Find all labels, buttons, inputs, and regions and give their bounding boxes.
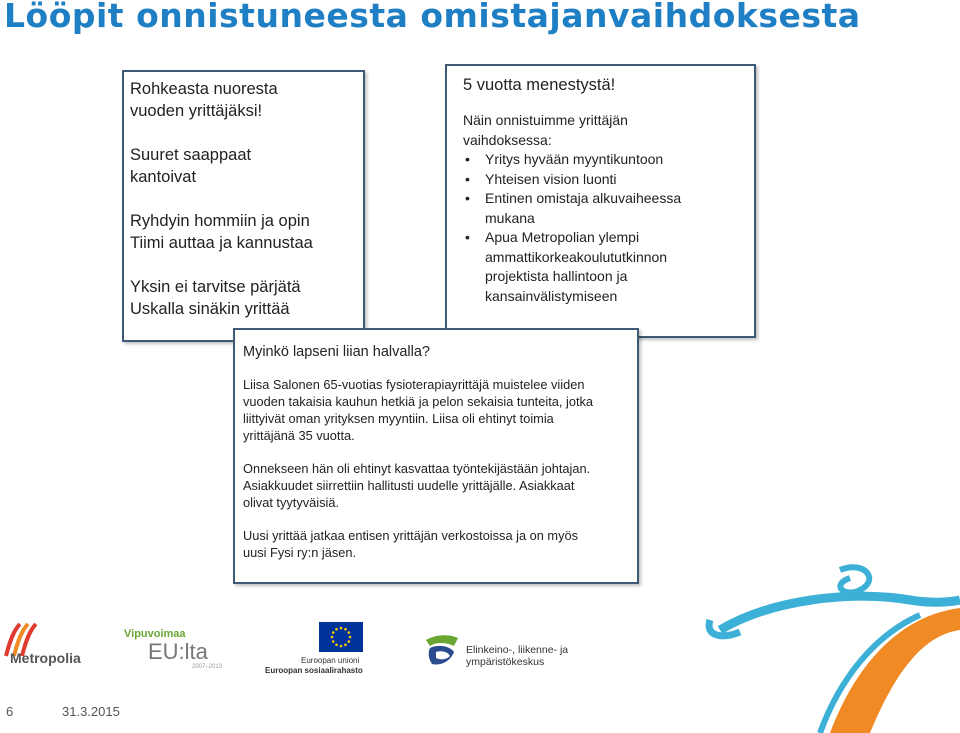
ely-line2: ympäristökeskus	[466, 656, 545, 668]
eu-star-icon	[335, 628, 338, 631]
eu-star-icon	[347, 631, 350, 634]
eu-line2: Euroopan sosiaalirahasto	[265, 666, 363, 675]
eu-star-icon	[344, 643, 347, 646]
bottom-paragraph	[243, 527, 629, 561]
eu-logo	[265, 622, 365, 678]
eu-star-icon	[332, 640, 335, 643]
bullet-line: • Yritys hyvään myyntikuntoon	[485, 151, 664, 167]
vipuvoimaa-logo	[124, 628, 224, 674]
box-young-entrepreneur	[122, 70, 365, 342]
eu-star-icon	[344, 628, 347, 631]
left-paragraph	[130, 144, 357, 188]
bottom-paragraph-line: Asiakkuudet siirrettiin hallitusti uudelle yrittäjälle. Asiakkaat	[243, 478, 575, 493]
bottom-heading: Myinkö lapseni liian halvalla?	[243, 344, 430, 360]
list-item	[463, 228, 738, 306]
right-intro-line: vaihdoksessa:	[463, 131, 552, 148]
left-paragraph-line: vuoden yrittäjäksi!	[130, 102, 263, 120]
bottom-paragraph	[243, 376, 629, 444]
bottom-paragraph-line: liittyivät oman yrityksen myyntiin. Liisa oli ehtinyt toimia	[243, 411, 554, 426]
left-paragraph-line: Ryhdyin hommiin ja opin	[130, 212, 310, 230]
box-sold-too-cheap	[233, 328, 639, 584]
left-paragraph-line: Rohkeasta nuoresta	[130, 80, 278, 98]
eu-star-icon	[335, 643, 338, 646]
bottom-paragraph-line: Uusi yrittää jatkaa entisen yrittäjän verkostoissa ja on myös	[243, 528, 578, 543]
vipuvoimaa-top-text: Vipuvoimaa	[124, 628, 186, 640]
vipuvoimaa-years-text: 2007–2013	[192, 664, 223, 670]
list-item	[463, 170, 738, 190]
bullet-line: • Yhteisen vision luonti	[485, 170, 617, 187]
left-paragraph-line: kantoivat	[130, 168, 197, 186]
page-number: 6	[6, 704, 14, 719]
right-bullet-list	[463, 150, 738, 306]
eu-line1: Euroopan unioni	[301, 656, 360, 665]
left-paragraph	[130, 210, 357, 254]
bottom-paragraph-line: uusi Fysi ry:n jäsen.	[243, 545, 357, 560]
slide-title: Lööpit onnistuneesta omistajanvaihdoksesta	[4, 0, 861, 35]
bullet-line: • Apua Metropolian ylempi	[485, 229, 640, 245]
left-paragraph-line: Suuret saappaat	[130, 146, 252, 164]
bottom-paragraph	[243, 460, 629, 511]
bullet-line: ammattikorkeakoulututkinnon	[485, 248, 668, 265]
list-item	[463, 189, 738, 228]
bottom-paragraph-line: Onnekseen hän oli ehtinyt kasvattaa työntekijästään johtajan.	[243, 461, 591, 476]
right-heading: 5 vuotta menestystä!	[463, 76, 616, 94]
eu-star-icon	[340, 645, 343, 648]
bullet-line: kansainvälistymiseen	[485, 287, 618, 304]
left-paragraph-line: Tiimi auttaa ja kannustaa	[130, 234, 313, 252]
metropolia-logo	[0, 622, 90, 672]
metropolia-logo-text: Metropolia	[10, 650, 81, 666]
eu-star-icon	[332, 631, 335, 634]
right-intro-line: Näin onnistuimme yrittäjän	[463, 112, 628, 128]
left-paragraph	[130, 276, 357, 320]
bottom-paragraph-line: Liisa Salonen 65-vuotias fysioterapiayrittäjä muistelee viiden	[243, 377, 585, 392]
eu-star-icon	[349, 636, 352, 639]
vipuvoimaa-main-text: EU:lta	[148, 639, 208, 664]
bullet-line: projektista hallintoon ja	[485, 268, 628, 284]
bottom-paragraph-line: yrittäjänä 35 vuotta.	[243, 428, 355, 443]
eu-star-icon	[340, 627, 343, 630]
eu-star-icon	[331, 636, 334, 639]
left-paragraph-line: Uskalla sinäkin yrittää	[130, 300, 290, 318]
left-paragraph-line: Yksin ei tarvitse pärjätä	[130, 278, 301, 296]
ely-line1: Elinkeino-, liikenne- ja	[466, 644, 569, 656]
box-five-years-success	[445, 64, 756, 338]
right-intro	[463, 111, 738, 150]
bottom-paragraph-line: vuoden takaisia kauhun hetkiä ja pelon sekaisia tunteita, jotka	[243, 394, 594, 409]
bullet-line: • Entinen omistaja alkuvaiheessa	[485, 190, 682, 206]
left-paragraph	[130, 78, 357, 122]
eu-flag-icon	[319, 622, 363, 652]
list-item	[463, 150, 738, 170]
bullet-line: mukana	[485, 209, 535, 226]
ely-mark-icon	[424, 632, 460, 668]
eu-star-icon	[347, 640, 350, 643]
bottom-paragraph-line: olivat tyytyväisiä.	[243, 495, 340, 510]
decorative-swoosh-icon	[680, 560, 960, 733]
ely-logo	[424, 632, 574, 672]
slide-date: 31.3.2015	[62, 704, 120, 719]
